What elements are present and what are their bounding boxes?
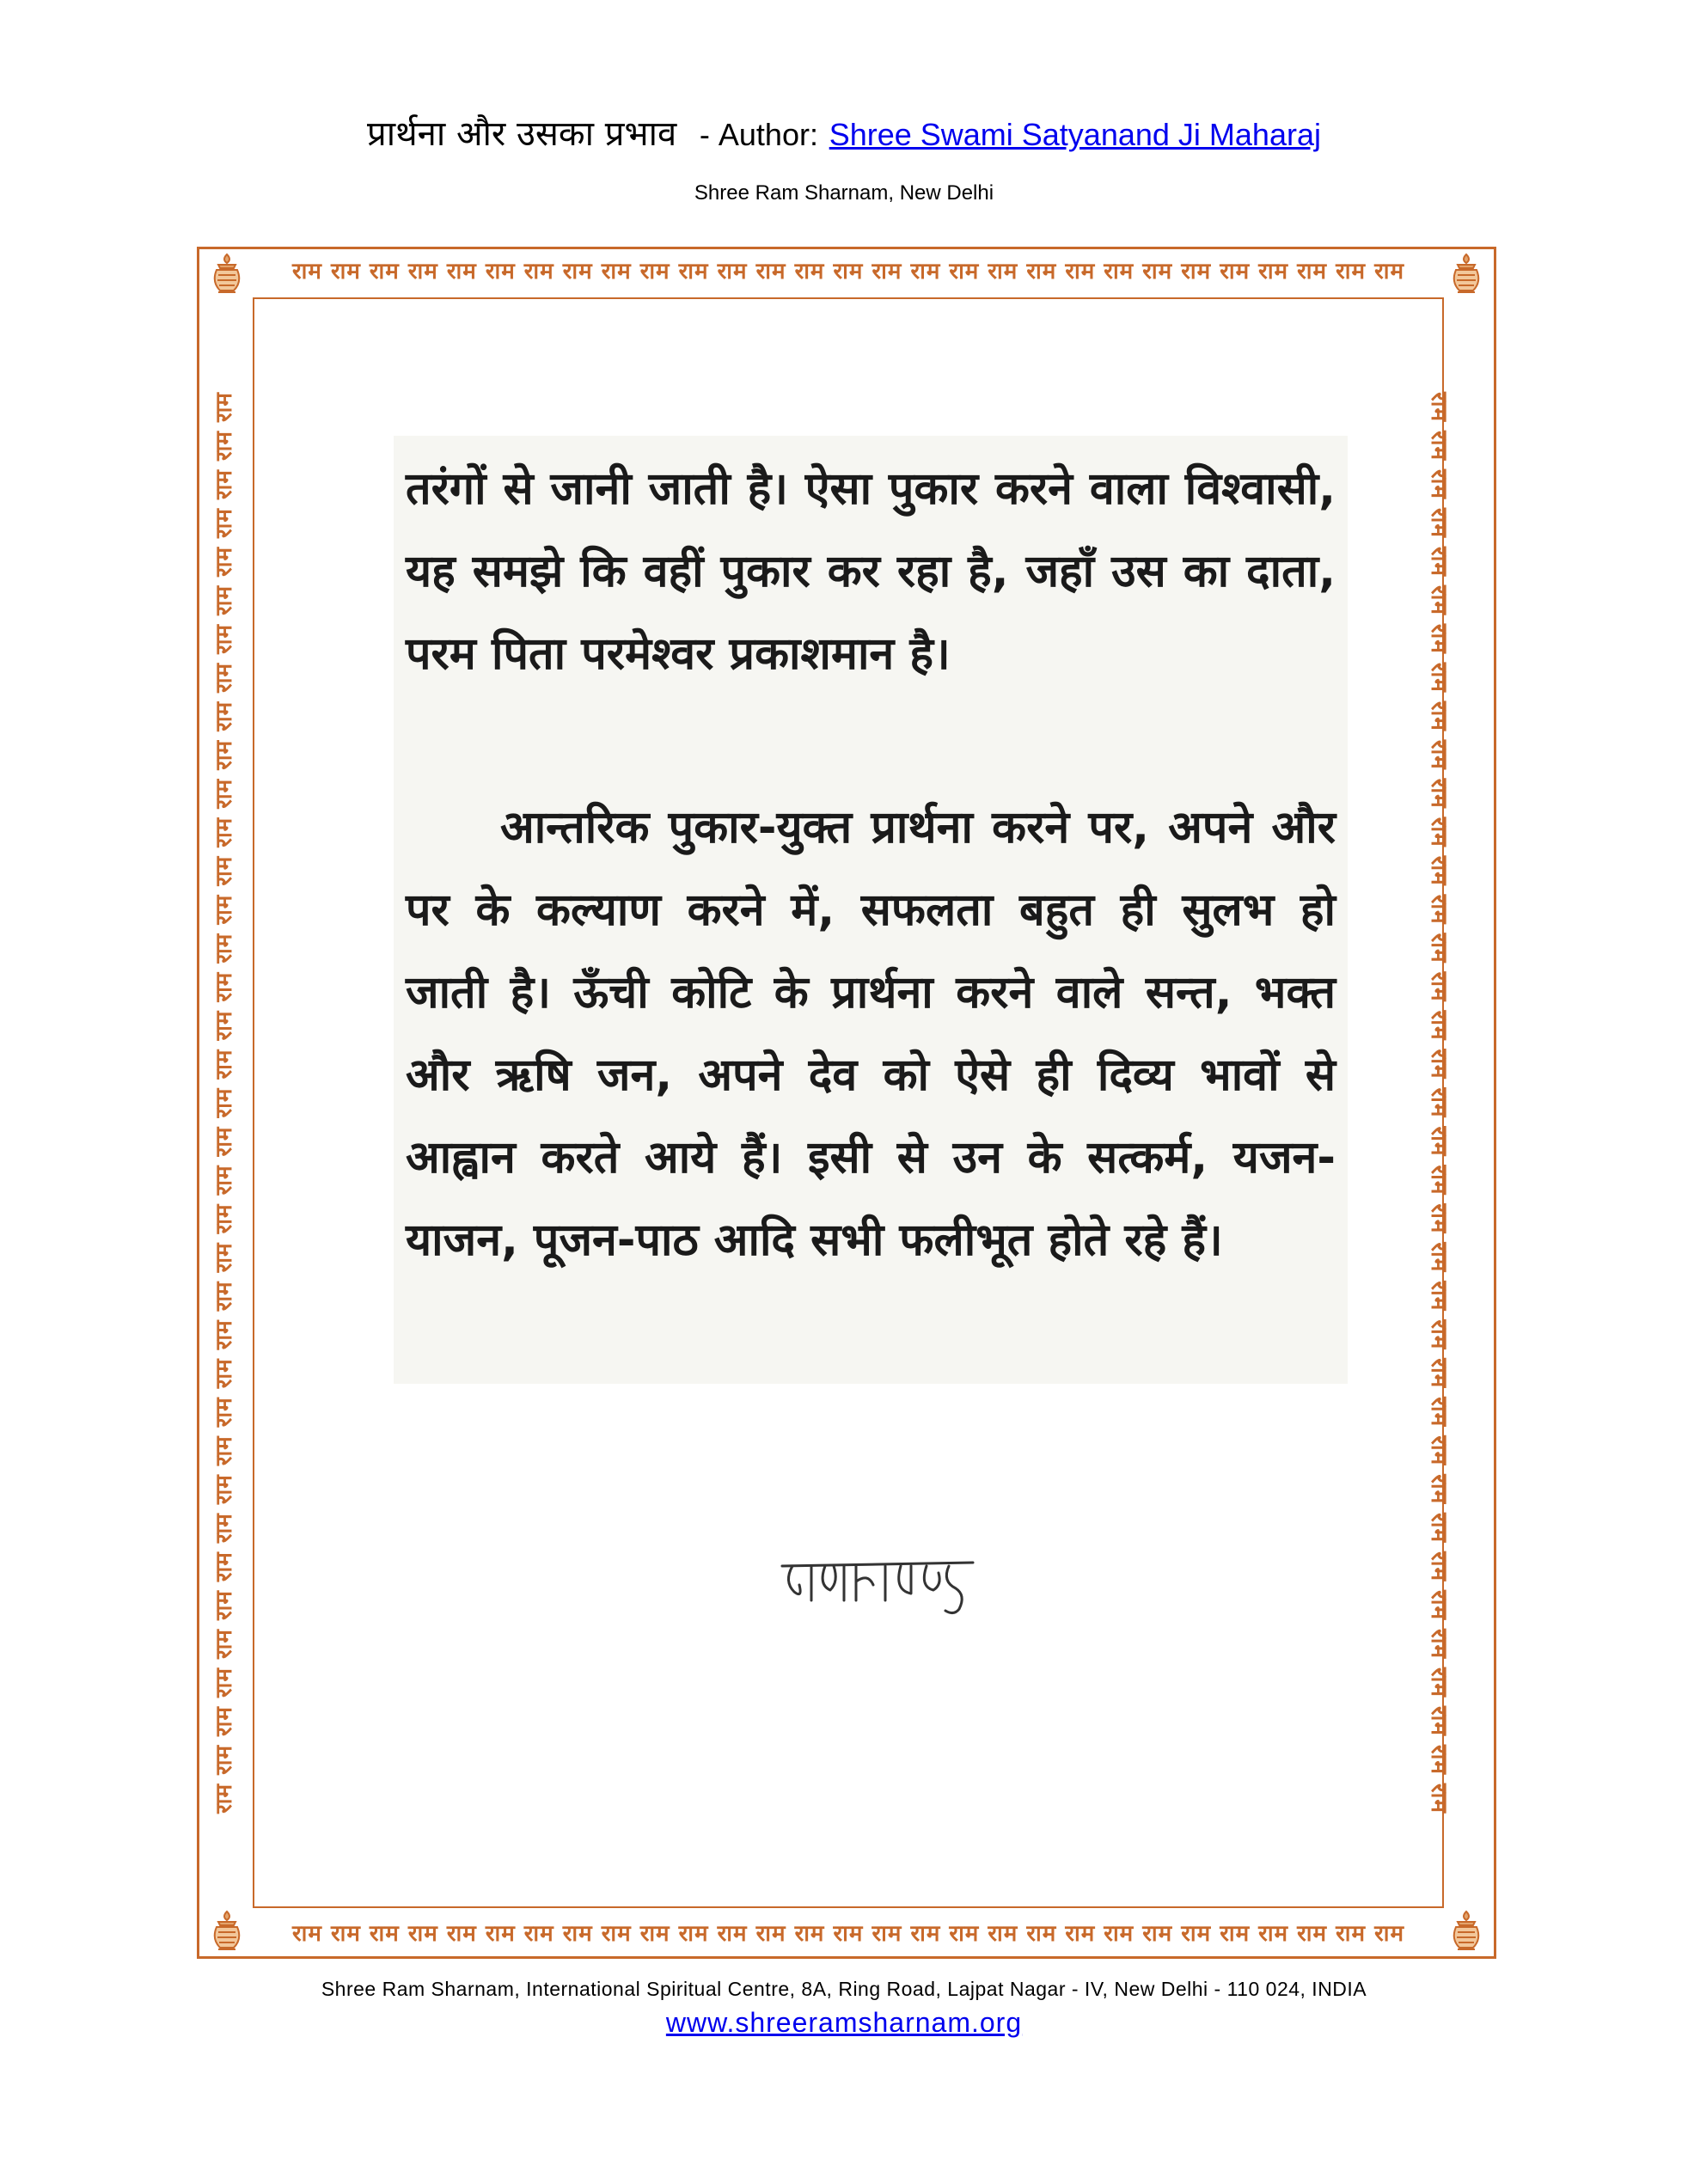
passage-paragraph-1: तरंगों से जानी जाती है। ऐसा पुकार करने वाला विश्वासी, यह समझे कि वहीं पुकार कर रहा है, जहाँ उस का दाता, परम पिता परमेश्वर प्रकाशमान है। [406, 463, 1336, 680]
kalash-icon [203, 249, 251, 297]
border-text-right: राम राम राम राम राम राम राम राम राम राम राम राम राम राम राम राम राम राम राम राम राम राम राम राम राम राम राम राम राम राम राम राम राम राम राम राम राम [1426, 392, 1452, 1814]
author-link[interactable]: Shree Swami Satyanand Ji Maharaj [829, 117, 1321, 152]
border-text-bottom: राम राम राम राम राम राम राम राम राम राम राम राम राम राम राम राम राम राम राम राम राम राम राम राम राम राम राम राम राम [291, 1921, 1404, 1947]
website-link[interactable]: www.shreeramsharnam.org [665, 2007, 1023, 2038]
border-text-left: राम राम राम राम राम राम राम राम राम राम राम राम राम राम राम राम राम राम राम राम राम राम राम राम राम राम राम राम राम राम राम राम राम राम राम राम राम [211, 392, 237, 1814]
author-prefix: - Author: [699, 117, 818, 152]
page-footer [0, 1974, 1688, 2041]
header-title-line [0, 110, 1688, 159]
kalash-icon [1442, 1906, 1490, 1955]
border-text-top: राम राम राम राम राम राम राम राम राम राम राम राम राम राम राम राम राम राम राम राम राम राम राम राम राम राम राम राम राम [291, 259, 1404, 284]
page-header [0, 110, 1688, 211]
scanned-passage [394, 436, 1348, 1384]
signature [774, 1547, 980, 1624]
footer-address: Shree Ram Sharnam, International Spiritual Centre, 8A, Ring Road, Lajpat Nagar - IV, New Delhi - 110 024, INDIA [321, 1978, 1367, 2000]
page-title: प्रार्थना और उसका प्रभाव [367, 114, 677, 154]
passage-paragraph-2: आन्तरिक पुकार-युक्त प्रार्थना करने पर, अपने और पर के कल्याण करने में, सफलता बहुत ही सुलभ हो जाती है। ऊँची कोटि के प्रार्थना करने वाले सन्त, भक्त और ऋषि जन, अपने देव को ऐसे ही दिव्य भावों से आह्वान करते आये हैं। इसी से उन के सत्कर्म, यजन-याजन, पूजन-पाठ आदि सभी फलीभूत होते रहे हैं। [406, 802, 1336, 1266]
kalash-icon [203, 1906, 251, 1955]
kalash-icon [1442, 249, 1490, 297]
page-subtitle: Shree Ram Sharnam, New Delhi [694, 181, 994, 205]
